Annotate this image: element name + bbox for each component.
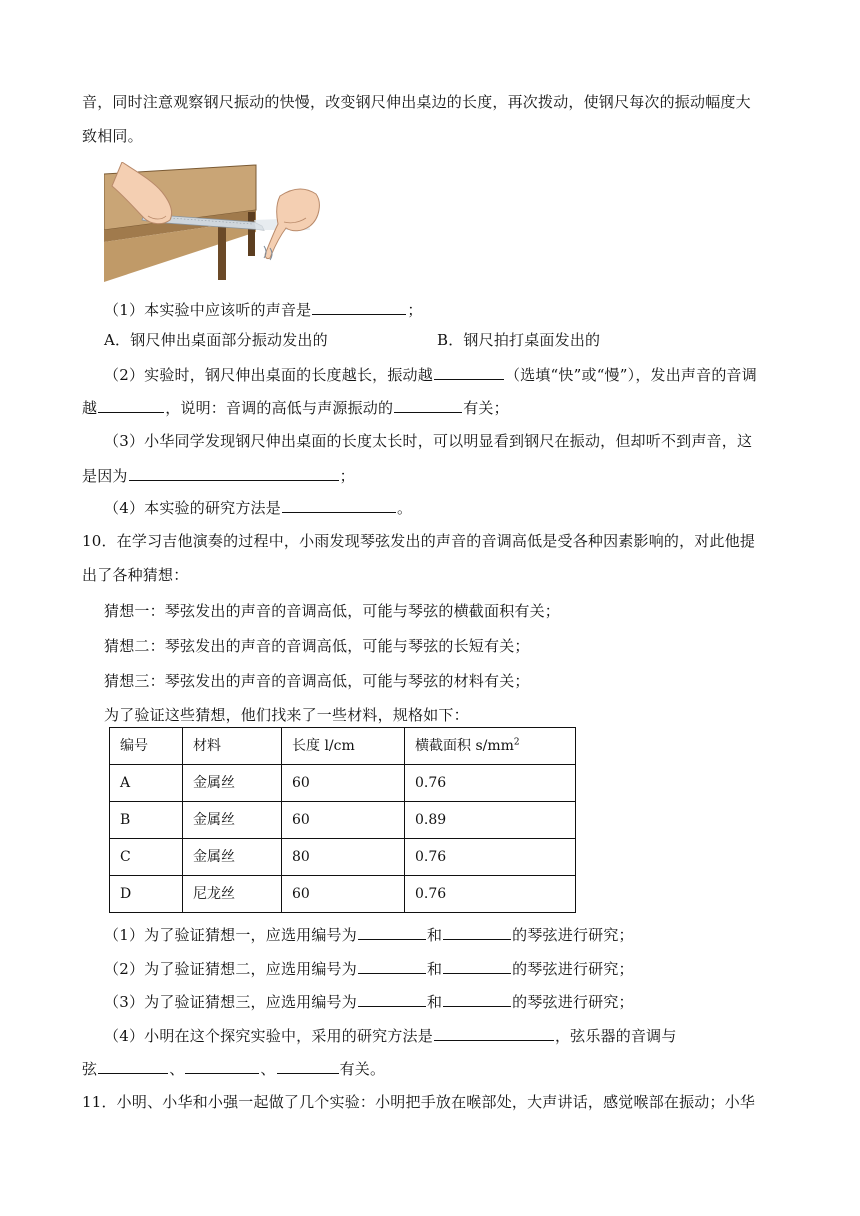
- q10-sub2-blank-b[interactable]: [443, 958, 511, 974]
- table-header-row: [110, 728, 576, 765]
- cell-area: 0.89: [405, 802, 576, 839]
- cell-length: 60: [282, 802, 405, 839]
- table-leg-far: [248, 212, 255, 256]
- ruler-experiment-figure: [104, 162, 324, 282]
- q10-sub3: （3）为了验证猜想三，应选用编号为 和 的琴弦进行研究；: [104, 993, 634, 1011]
- q9-part2-blank-pitch[interactable]: [98, 397, 164, 413]
- q10-stem-line2: 出了各种猜想：: [82, 566, 189, 584]
- cell-material: 尼龙丝: [183, 876, 282, 913]
- q10-sub3-blank-b[interactable]: [443, 991, 511, 1007]
- q9-part3-line1: （3）小华同学发现钢尺伸出桌面的长度太长时，可以明显看到钢尺在振动，但却听不到声音，这: [104, 432, 753, 450]
- q10-table-intro: 为了验证这些猜想，他们找来了一些材料，规格如下：: [104, 706, 469, 724]
- cell-length: 60: [282, 765, 405, 802]
- q9-part2-line2: 越 ，说明：音调的高低与声源振动的 有关；: [82, 399, 509, 417]
- q10-sub1: （1）为了验证猜想一，应选用编号为 和 的琴弦进行研究；: [104, 926, 634, 944]
- table-row: [110, 765, 576, 802]
- cell-area: 0.76: [405, 765, 576, 802]
- q10-sub2: （2）为了验证猜想二，应选用编号为 和 的琴弦进行研究；: [104, 960, 634, 978]
- q10-guess-3: 猜想三：琴弦发出的声音的音调高低，可能与琴弦的材料有关；: [104, 672, 530, 690]
- header-material: 材料: [183, 728, 282, 765]
- cell-id: D: [110, 876, 183, 913]
- q10-sub4-blank-2[interactable]: [185, 1058, 259, 1074]
- q10-sub1-blank-b[interactable]: [443, 924, 511, 940]
- cell-material: 金属丝: [183, 839, 282, 876]
- q10-sub4-blank-3[interactable]: [277, 1058, 339, 1074]
- cell-material: 金属丝: [183, 802, 282, 839]
- cell-material: 金属丝: [183, 765, 282, 802]
- table-row: [110, 802, 576, 839]
- q10-sub1-blank-a[interactable]: [358, 924, 426, 940]
- q9-part2-blank-speed[interactable]: [434, 364, 504, 380]
- q10-stem-line1: 10．在学习吉他演奏的过程中，小雨发现琴弦发出的声音的音调高低是受各种因素影响的，对此他提: [82, 532, 756, 550]
- q10-guess-2: 猜想二：琴弦发出的声音的音调高低，可能与琴弦的长短有关；: [104, 637, 530, 655]
- q10-guess-1: 猜想一：琴弦发出的声音的音调高低，可能与琴弦的横截面积有关；: [104, 602, 561, 620]
- cell-length: 80: [282, 839, 405, 876]
- q10-sub4-line2: 弦 、 、 有关。: [82, 1060, 386, 1078]
- q10-sub2-blank-a[interactable]: [358, 958, 426, 974]
- q10-sub3-blank-a[interactable]: [358, 991, 426, 1007]
- cell-length: 60: [282, 876, 405, 913]
- string-spec-table: [109, 727, 576, 913]
- q10-sub4-blank-method[interactable]: [434, 1025, 554, 1041]
- q9-part1: （1）本实验中应该听的声音是 ；: [104, 301, 423, 319]
- q9-part3-line2: 是因为 ；: [82, 467, 355, 485]
- table-leg-right: [218, 220, 226, 280]
- header-area: 横截面积 $s/mm^2$: [405, 728, 576, 765]
- q9-part1-blank[interactable]: [312, 299, 406, 315]
- cell-id: B: [110, 802, 183, 839]
- cell-id: C: [110, 839, 183, 876]
- q9-part2-blank-cause[interactable]: [394, 397, 462, 413]
- cell-id: A: [110, 765, 183, 802]
- q9-part3-blank[interactable]: [129, 465, 339, 481]
- intro-line-2: 致相同。: [82, 127, 143, 145]
- table-row: [110, 876, 576, 913]
- q9-part4-blank[interactable]: [282, 497, 396, 513]
- q9-option-a[interactable]: A．钢尺伸出桌面部分振动发出的: [104, 331, 328, 349]
- q9-part4: （4）本实验的研究方法是 。: [104, 499, 413, 517]
- q9-part2-line1: （2）实验时，钢尺伸出桌面的长度越长，振动越 （选填“快”或“慢”），发出声音的音调: [104, 366, 757, 384]
- intro-line-1: 音，同时注意观察钢尺振动的快慢，改变钢尺伸出桌边的长度，再次拨动，使钢尺每次的振动幅度大: [82, 93, 751, 111]
- header-length: 长度 l/cm: [282, 728, 405, 765]
- q10-sub4-blank-1[interactable]: [98, 1058, 168, 1074]
- table-row: [110, 839, 576, 876]
- cell-area: 0.76: [405, 876, 576, 913]
- q10-sub4-line1: （4）小明在这个探究实验中，采用的研究方法是 ，弦乐器的音调与: [104, 1027, 677, 1045]
- cell-area: 0.76: [405, 839, 576, 876]
- q9-option-b[interactable]: B．钢尺拍打桌面发出的: [437, 331, 601, 349]
- header-id: 编号: [110, 728, 183, 765]
- q11-stem-line1: 11．小明、小华和小强一起做了几个实验：小明把手放在喉部处，大声讲话，感觉喉部在振动；小华: [82, 1093, 756, 1111]
